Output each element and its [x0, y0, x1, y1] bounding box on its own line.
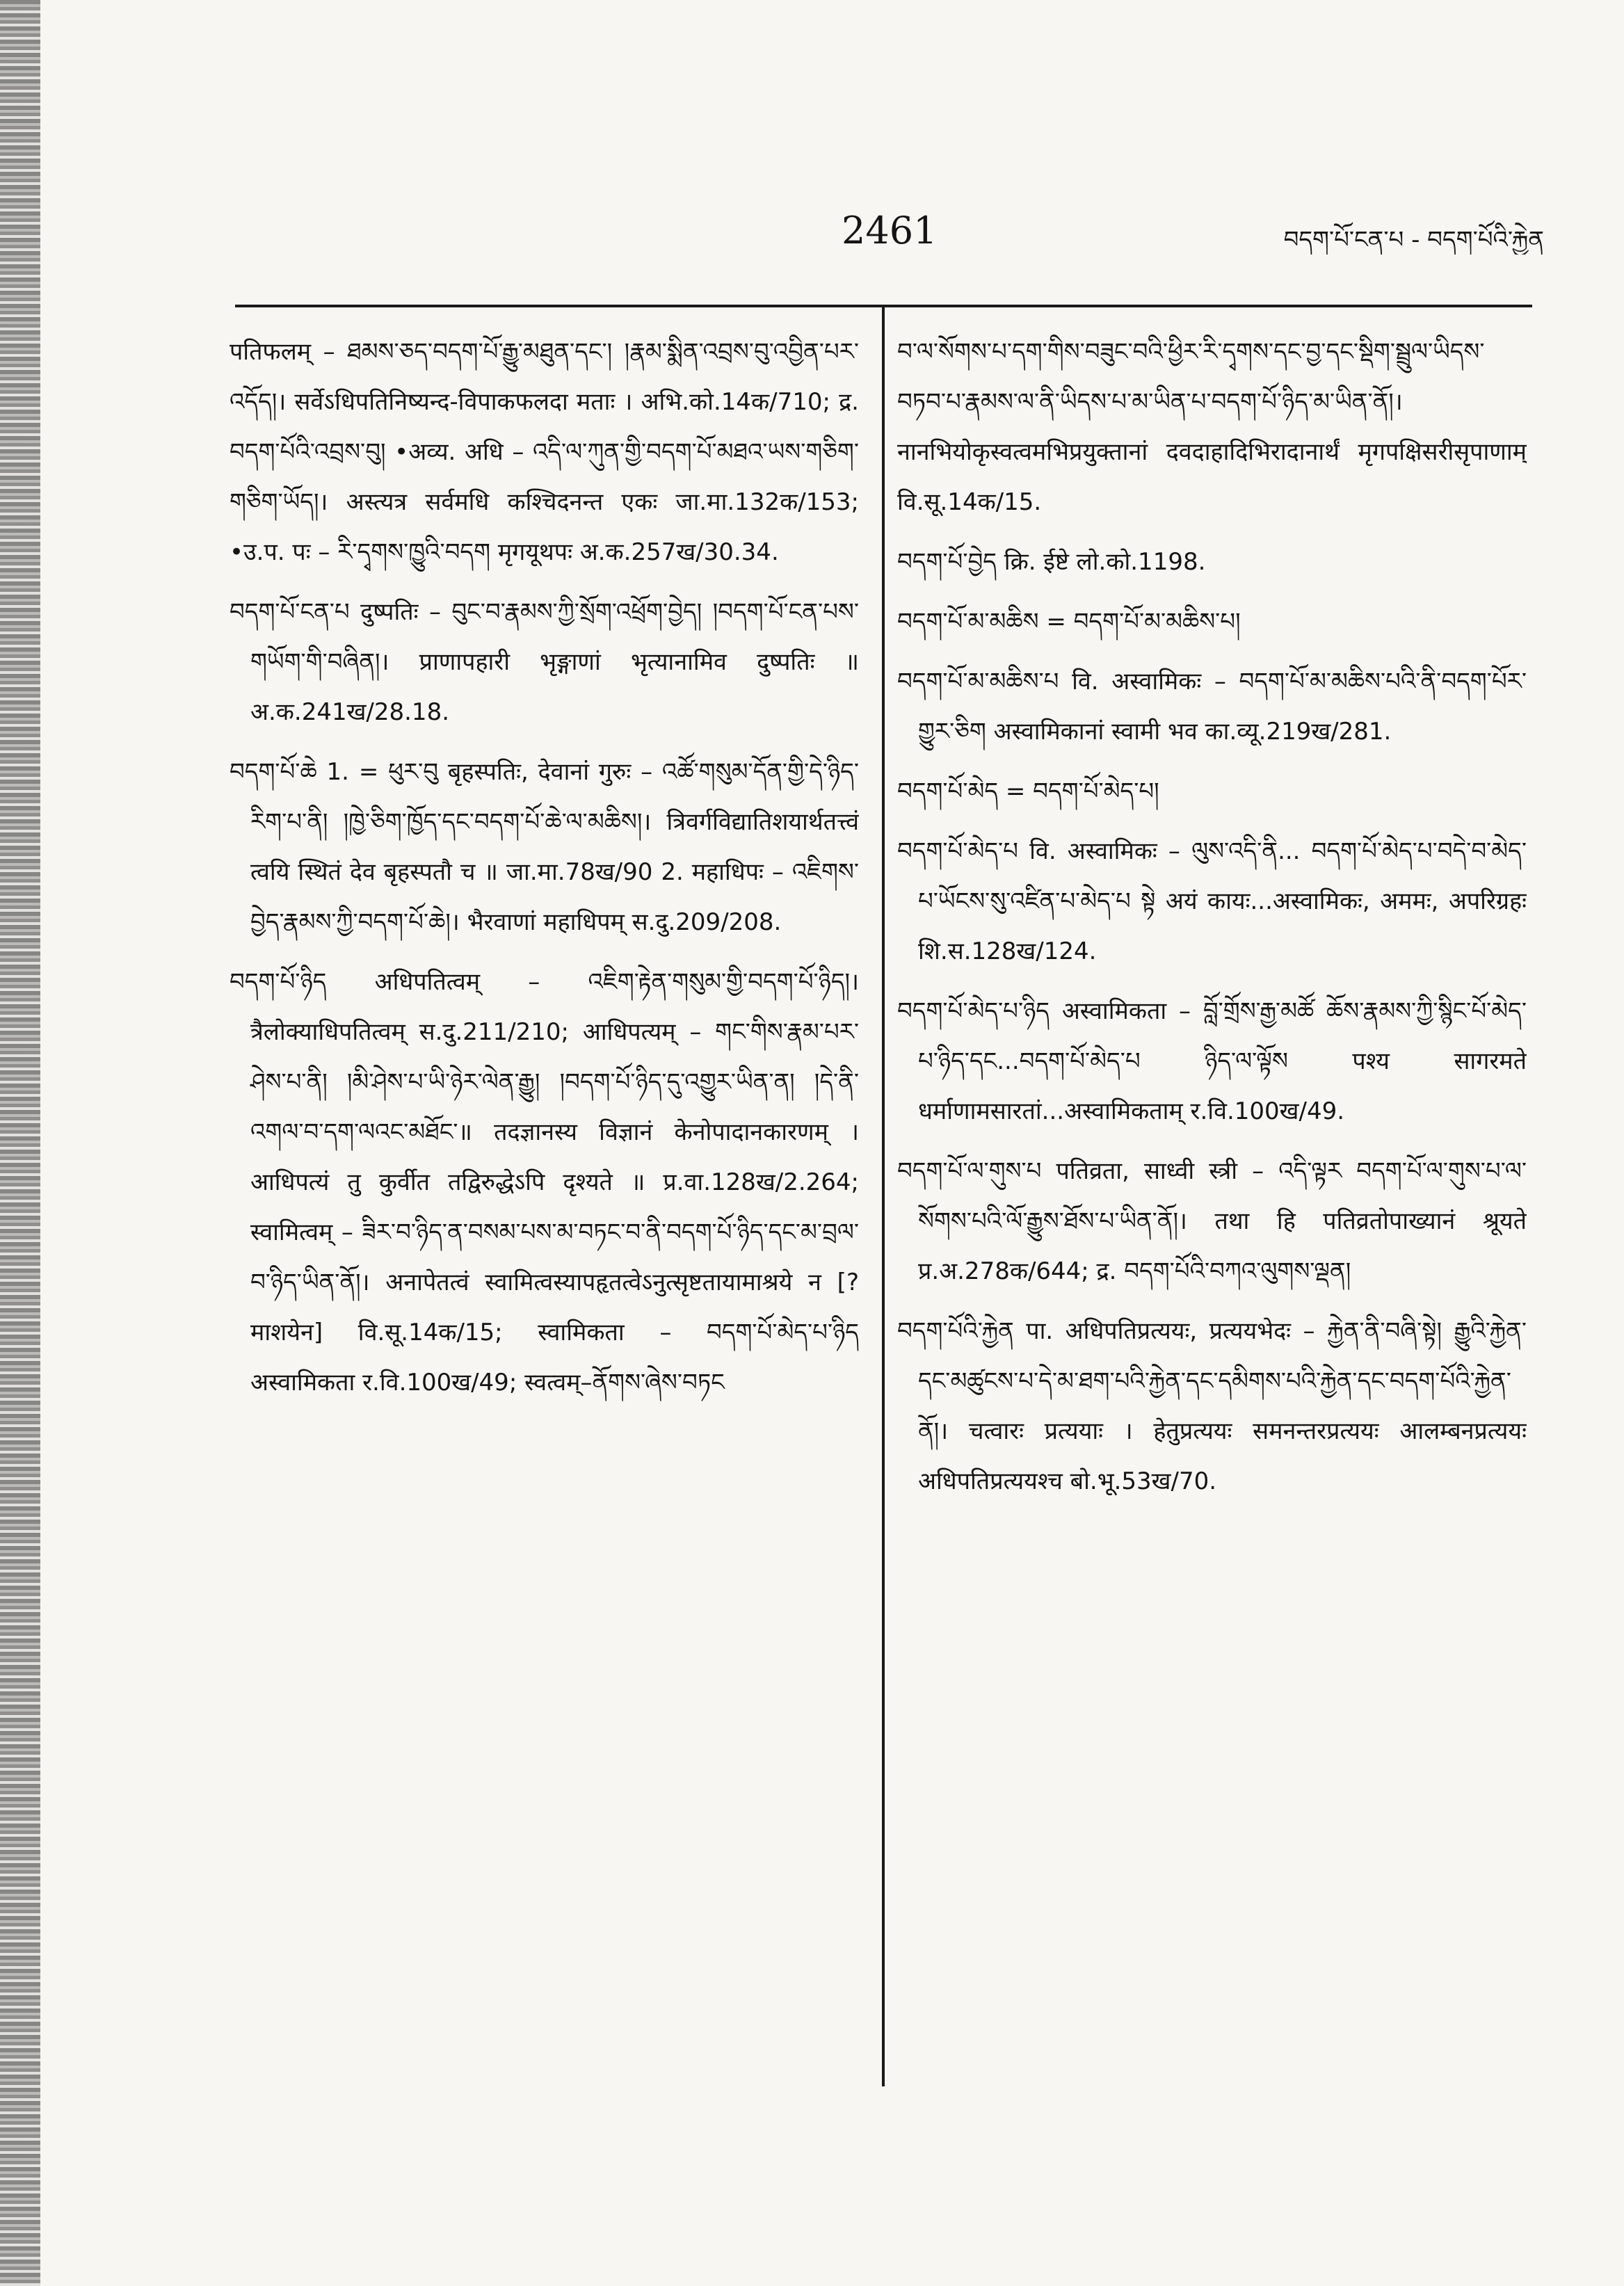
page-number: 2461 [842, 209, 938, 252]
dictionary-entry: पतिफलम् – ཐམས་ཅད་བདག་པོ་རྒྱུ་མཐུན་དང་། །རྣམ་སྨིན་འབྲས་བུ་འབྱིན་པར་འདོད།। सर्वेऽधिपतिनिष्यन्द-विपाकफलदा मताः । अभि.को.14क/710; द्र. བདག་པོའི་འབྲས་བུ། •अव्य. अधि – འདི་ལ་ཀུན་གྱི་བདག་པོ་མཐའ་ཡས་གཅིག་གཅིག་ཡོད།। अस्त्यत्र सर्वमधि कश्चिदनन्त एकः जा.मा.132क/153; •उ.प. पः – རི་དྭགས་ཁྱུའི་བདག मृगयूथपः अ.क.257ख/30.34. [230, 338, 859, 566]
dictionary-entry: བ་ལ་སོགས་པ་དག་གིས་བཟུང་བའི་ཕྱིར་རི་དྭགས་དང་བྱ་དང་སྡིག་སྦྲུལ་ཡིདས་བཏབ་པ་རྣམས་ལ་ནི་ཡིདས་པ་མ་ཡིན་པ་བདག་པོ་ཉིད་མ་ཡིན་ནོ།। नानभियोकृस्वत्वमभिप्रयुक्तानां दवदाहादिभिरादानार्थं मृगपक्षिसरीसृपाणाम् वि.सू.14क/15. [897, 338, 1527, 516]
scan-edge [0, 0, 40, 2286]
left-column [230, 327, 859, 2232]
running-head: བདག་པོ་ངན་པ - བདག་པོའི་རྐྱེན [1283, 226, 1544, 254]
column-divider [882, 306, 885, 2086]
dictionary-entry: བདག་པོ་མེད་པ་ཉིད अस्वामिकता – བློ་གྲོས་རྒྱ་མཚོ ཆོས་རྣམས་ཀྱི་སྙིང་པོ་མེད་པ་ཉིད་དང...བདག་པོ་མེད་པ ཉིད་ལ་ལྟོས पश्य सागरमते धर्माणामसारतां...अस्वामिकताम् र.वि.100ख/49. [897, 997, 1527, 1125]
dictionary-entry: བདག་པོ་བྱེད क्रि. ईष्टे लो.को.1198. [897, 548, 1206, 576]
dictionary-entry: བདག་པོ་མེད་པ वि. अस्वामिकः – ལུས་འདི་ནི... བདག་པོ་མེད་པ་བདེ་བ་མེད་པ་ཡོངས་སུ་འཛིན་པ་མེད་པ སྟེ अयं कायः...अस्वामिकः, अममः, अपरिग्रहः शि.स.128ख/124. [897, 837, 1527, 965]
dictionary-entry: བདག་པོ་མ་མཆིས་པ वि. अस्वामिकः – བདག་པོ་མ་མཆིས་པའི་ནི་བདག་པོར་གྱུར་ཅིག अस्वामिकानां स्वामी भव का.व्यू.219ख/281. [897, 668, 1527, 746]
dictionary-entry: བདག་པོ་མེད = བདག་པོ་མེད་པ། [897, 778, 1159, 805]
dictionary-entry: བདག་པོ་ལ་གུས་པ पतिव्रता, साध्वी स्त्री – འདི་ལྟར བདག་པོ་ལ་གུས་པ་ལ་སོགས་པའི་ལོ་རྒྱུས་ཐོས་པ་ཡིན་ནོ།। तथा हि पतिव्रतोपाख्यानं श्रूयते प्र.अ.278क/644; द्र. བདག་པོའི་བཀའ་ལུགས་ལྡན། [897, 1157, 1527, 1285]
dictionary-entry: བདག་པོ་ཉིད अधिपतित्वम् – འཇིག་རྟེན་གསུམ་གྱི་བདག་པོ་ཉིད།। त्रैलोक्याधिपतित्वम् स.दु.211/210; आधिपत्यम् – གང་གིས་རྣམ་པར་ཤེས་པ་ནི། །མི་ཤེས་པ་ཡི་ཉེར་ལེན་རྒྱུ། །བདག་པོ་ཉིད་དུ་འགྱུར་ཡིན་ན། །དེ་ནི་འགལ་བ་དག་ལའང་མཐོང་॥ तदज्ञानस्य विज्ञानं केनोपादानकारणम् । आधिपत्यं तु कुर्वीत तद्विरुद्धेऽपि दृश्यते ॥ प्र.वा.128ख/2.264; स्वामित्वम् – ཟིར་བ་ཉིད་ན་བསམ་པས་མ་བཏང་བ་ནི་བདག་པོ་ཉིད་དང་མ་བྲལ་བ་ཉིད་ཡིན་ནོ།। अनापेतत्वं स्वामित्वस्यापहृतत्वेऽनुत्सृष्टतायामाश्रये न [? माशयेन] वि.सू.14क/15; स्वामिकता – བདག་པོ་མེད་པ་ཉིད अस्वामिकता र.वि.100ख/49; स्वत्वम्–ནོགས་ཞེས་བཏང [230, 968, 859, 1396]
dictionary-entry: བདག་པོ་ངན་པ दुष्पतिः – བུང་བ་རྣམས་ཀྱི་སྲོག་འཕྲོག་བྱེད། །བདག་པོ་ངན་པས་གཡོག་གི་བཞིན།। प्राणापहारी भृङ्गाणां भृत्यानामिव दुष्पतिः ॥ अ.क.241ख/28.18. [230, 598, 859, 726]
right-column [897, 327, 1527, 2232]
dictionary-entry: བདག་པོ་མ་མཆིས = བདག་པོ་མ་མཆིས་པ། [897, 608, 1241, 636]
dictionary-entry: བདག་པོའི་རྐྱེན पा. अधिपतिप्रत्ययः, प्रत्ययभेदः – རྐྱེན་ནི་བཞི་སྟེ། རྒྱུའི་རྐྱེན་དང་མཚུངས་པ་དེ་མ་ཐག་པའི་རྐྱེན་དང་དམིགས་པའི་རྐྱེན་དང་བདག་པོའི་རྐྱེན་ནོ།। चत्वारः प्रत्ययाः । हेतुप्रत्ययः समनन्तरप्रत्ययः आलम्बनप्रत्ययः अधिपतिप्रत्ययश्च बो.भू.53ख/70. [897, 1317, 1527, 1495]
dictionary-entry: བདག་པོ་ཆེ 1. = ཕུར་བུ बृहस्पतिः, देवानां गुरुः – འཚོ་གསུམ་དོན་གྱི་དེ་ཉིད་རིག་པ་ནི། །ཁྱེ་ཅིག་ཁྱོད་དང་བདག་པོ་ཆེ་ལ་མཆིས།। त्रिवर्गविद्यातिशयार्थतत्त्वं त्वयि स्थितं देव बृहस्पतौ च ॥ जा.मा.78ख/90 2. महाधिपः – འཇིགས་བྱེད་རྣམས་ཀྱི་བདག་པོ་ཆེ།। भैरवाणां महाधिपम् स.दु.209/208. [230, 758, 859, 936]
